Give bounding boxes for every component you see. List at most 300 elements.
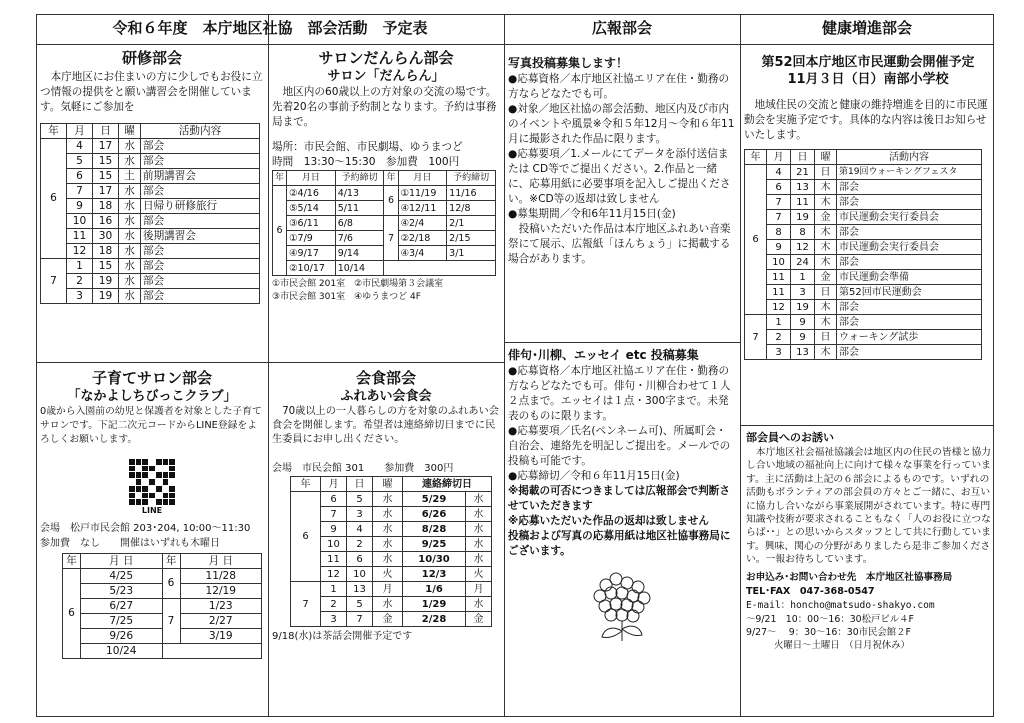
table-row	[745, 225, 982, 240]
koho-photo-title: 写真投稿募集します！	[508, 56, 629, 70]
table-cell: 水	[373, 537, 403, 552]
table-cell: ④3/4	[398, 246, 447, 261]
table-row	[41, 214, 260, 229]
koho-title: 広報部会	[591, 19, 652, 37]
table-cell: 部会	[837, 315, 982, 330]
table-cell: 2/28	[403, 612, 466, 627]
kenko-event-date: 11月３日（日）南部小学校	[787, 72, 949, 87]
table-cell: 15	[93, 169, 119, 184]
col-header: 月	[67, 124, 93, 139]
salon-title: サロンだんらん部会	[318, 49, 454, 67]
table-cell: 4	[347, 522, 373, 537]
table-row	[41, 184, 260, 199]
table-cell: ウォーキング試歩	[837, 330, 982, 345]
table-cell: 12/19	[180, 584, 262, 599]
table-cell: 12	[321, 567, 347, 582]
table-cell: 11	[791, 195, 815, 210]
contact-title: お申込み･お問い合わせ先 本庁地区社協事務局	[746, 571, 953, 583]
kenko-text: 地域住民の交流と健康の維持増進を目的に市民運動会を実施予定です。具体的な内容は後日お知らせいたします。	[744, 99, 988, 141]
table-row	[745, 300, 982, 315]
table-row	[291, 492, 492, 507]
table-cell: 木	[815, 345, 837, 360]
table-cell: 4/25	[81, 569, 163, 584]
table-cell: 7	[347, 612, 373, 627]
table-cell: 3	[347, 507, 373, 522]
table-cell: 1/29	[403, 597, 466, 612]
kenshu-section	[40, 48, 264, 360]
table-cell: 21	[791, 165, 815, 180]
table-cell: 後期講習会	[141, 229, 260, 244]
divider	[740, 44, 994, 45]
table-cell: 7	[321, 507, 347, 522]
table-row	[41, 229, 260, 244]
table-cell: 9/26	[81, 629, 163, 644]
table-cell: 7	[767, 210, 791, 225]
table-cell: 日帰り研修旅行	[141, 199, 260, 214]
table-cell: 水	[119, 229, 141, 244]
table-cell: 月	[373, 582, 403, 597]
table-row	[41, 274, 260, 289]
table-cell: 10/24	[81, 644, 163, 659]
table-cell: 金	[815, 210, 837, 225]
table-cell: 7	[291, 582, 321, 627]
table-cell: ①7/9	[287, 231, 336, 246]
koho-haiku-section	[508, 346, 736, 716]
bosyu-section	[746, 430, 992, 716]
table-cell: 部会	[141, 259, 260, 274]
table-cell: 8	[791, 225, 815, 240]
table-cell: 6	[41, 139, 67, 259]
table-cell: 6	[745, 165, 767, 315]
koho-photo-line: ●募集期間／令和6年11月15日(金)	[508, 208, 676, 220]
table-cell: 部会	[837, 255, 982, 270]
koho-photo-line: ●対象／地区社協の部会活動、地区内及び市内のイベントや風景※令和５年12月～令和６年11月に撮影された作品に限ります。	[508, 103, 735, 145]
table-cell: 13	[791, 180, 815, 195]
table-row	[41, 199, 260, 214]
table-cell: 10/30	[403, 552, 466, 567]
table-cell: 部会	[141, 184, 260, 199]
koho-photo-line: ●応募要項／1.メールにてデータを添付送信または CD等でご提出ください。2.作品と一緒に、応募用紙に必要事項を記入しご提出ください。※CD等の返却は致しません	[508, 148, 731, 205]
table-cell: 10	[67, 214, 93, 229]
table-cell: 1	[767, 315, 791, 330]
table-cell: 3	[767, 345, 791, 360]
table-row	[291, 552, 492, 567]
table-cell: 部会	[837, 345, 982, 360]
col-header: 月	[321, 477, 347, 492]
col-header: 年	[291, 477, 321, 492]
table-cell: 6	[291, 492, 321, 582]
kosodate-section	[40, 368, 264, 714]
table-row	[291, 537, 492, 552]
table-cell: 1	[67, 259, 93, 274]
col-header: 年	[384, 171, 398, 186]
col-header: 連絡締切日	[403, 477, 492, 492]
table-cell: 4/13	[335, 186, 384, 201]
table-cell: 部会	[141, 154, 260, 169]
divider	[36, 362, 504, 363]
table-row	[63, 569, 262, 584]
table-cell: 12	[767, 300, 791, 315]
table-cell: 19	[93, 289, 119, 304]
table-row	[745, 165, 982, 180]
col-header: 曜	[815, 150, 837, 165]
table-cell: 日	[815, 285, 837, 300]
table-cell: 部会	[141, 139, 260, 154]
table-cell: 金	[373, 612, 403, 627]
table-cell: 11/16	[447, 186, 496, 201]
table-cell: 6/26	[403, 507, 466, 522]
salon-time: 時間 13:30～15:30 参加費 100円	[272, 156, 460, 168]
table-cell: 7	[384, 216, 398, 261]
table-row	[41, 154, 260, 169]
table-cell: 7	[162, 599, 180, 644]
table-row	[273, 261, 496, 276]
koho-haiku-line: ●応募締切／令和６年11月15日(金)	[508, 470, 680, 482]
table-row	[745, 270, 982, 285]
table-cell: 7	[67, 184, 93, 199]
page-title: 令和６年度 本庁地区社協 部会活動 予定表	[112, 19, 428, 37]
kosodate-place: 会場 松戸市民会館 203･204, 10:00～11:30	[40, 523, 251, 534]
kaishoku-section	[272, 368, 500, 714]
table-cell: 部会	[141, 274, 260, 289]
table-cell: 5	[67, 154, 93, 169]
table-cell: 13	[791, 345, 815, 360]
koho-header	[504, 18, 740, 42]
table-cell: 6	[347, 552, 373, 567]
salon-text: 地区内の60歳以上の方対象の交流の場です。先着20名の事前予約制となります。予約は事務局まで。	[272, 86, 497, 128]
salon-place: 場所：市民会館、市民劇場、ゆうまつど	[272, 141, 463, 153]
divider	[740, 14, 741, 717]
table-cell: 5	[347, 597, 373, 612]
koho-haiku-line: ●応募要項／氏名(ペンネーム可)、所属町会・自治会、連絡先を明記しご提出を。メールでの投稿も可能です。	[508, 425, 731, 467]
table-cell: 水	[119, 259, 141, 274]
table-cell: 11	[67, 229, 93, 244]
divider	[504, 14, 505, 717]
table-cell: 3/1	[447, 246, 496, 261]
table-cell: 部会	[141, 214, 260, 229]
table-cell: 2	[67, 274, 93, 289]
table-cell: 17	[93, 184, 119, 199]
kenshu-title: 研修部会	[121, 49, 182, 67]
table-cell: 水	[466, 507, 492, 522]
table-cell: 1	[321, 582, 347, 597]
col-header: 日	[791, 150, 815, 165]
koho-haiku-note: 投稿および写真の応募用紙は地区社協事務局にございます。	[508, 530, 731, 557]
kaishoku-table	[290, 476, 492, 627]
table-cell: 9/14	[335, 246, 384, 261]
qr-icon	[129, 459, 175, 505]
contact-hours: 火曜日～土曜日 （日月祝休み）	[774, 639, 910, 651]
table-cell: ⑤5/14	[287, 201, 336, 216]
table-cell: 水	[119, 244, 141, 259]
table-cell: 2	[767, 330, 791, 345]
kenshu-table	[40, 123, 260, 304]
contact-email[interactable]: E-mail：honcho@matsudo-shakyo.com	[746, 599, 935, 611]
col-header: 活動内容	[837, 150, 982, 165]
table-row	[291, 582, 492, 597]
table-cell: 11/28	[180, 569, 262, 584]
kosodate-title: 子育てサロン部会	[91, 369, 212, 387]
table-cell: 水	[119, 184, 141, 199]
table-cell: 3	[321, 612, 347, 627]
table-cell: 5/29	[403, 492, 466, 507]
table-cell: 1/6	[403, 582, 466, 597]
table-cell: 10/14	[335, 261, 384, 276]
table-cell: 4	[767, 165, 791, 180]
table-cell: 7	[767, 195, 791, 210]
divider	[268, 14, 269, 717]
table-row	[745, 240, 982, 255]
kenko-header	[740, 18, 994, 42]
table-cell: 7	[745, 315, 767, 360]
kosodate-fee: 参加費 なし 開催はいずれも木曜日	[40, 538, 220, 549]
table-cell: 6/8	[335, 216, 384, 231]
table-cell: 部会	[837, 225, 982, 240]
table-cell: 2/27	[180, 614, 262, 629]
table-cell: 土	[119, 169, 141, 184]
table-cell: 19	[791, 210, 815, 225]
table-cell: 木	[815, 225, 837, 240]
table-cell: 日	[815, 330, 837, 345]
table-cell: 水	[466, 522, 492, 537]
table-cell: 6	[767, 180, 791, 195]
table-cell: 11	[321, 552, 347, 567]
table-cell: 9/25	[403, 537, 466, 552]
table-cell: 12	[67, 244, 93, 259]
table-cell: 水	[373, 552, 403, 567]
table-cell: 前期講習会	[141, 169, 260, 184]
table-cell: 2	[347, 537, 373, 552]
table-cell: 7/25	[81, 614, 163, 629]
table-cell: 水	[466, 597, 492, 612]
line-qr-code[interactable]	[122, 459, 182, 515]
table-cell: 17	[93, 139, 119, 154]
table-cell: 6	[384, 186, 398, 216]
table-cell: 水	[373, 492, 403, 507]
table-cell: 水	[119, 199, 141, 214]
table-cell: ③6/11	[287, 216, 336, 231]
table-cell: 3	[67, 289, 93, 304]
bosyu-title: 部会員へのお誘い	[746, 431, 834, 444]
table-cell: 金	[466, 612, 492, 627]
qr-label: LINE	[141, 506, 163, 515]
table-row	[63, 599, 262, 614]
table-cell: 7	[41, 259, 67, 304]
col-header: 月 日	[81, 554, 163, 569]
table-cell: 金	[815, 270, 837, 285]
salon-subtitle: サロン「だんらん」	[327, 69, 445, 84]
table-cell: 水	[373, 507, 403, 522]
koho-haiku-note: ※応募いただいた作品の返却は致しません	[508, 515, 709, 527]
table-cell: 水	[119, 274, 141, 289]
col-header: 月日	[287, 171, 336, 186]
table-cell: 9	[791, 330, 815, 345]
table-row	[745, 345, 982, 360]
table-cell: 6	[273, 186, 287, 276]
table-cell: 部会	[837, 195, 982, 210]
table-cell: 1	[791, 270, 815, 285]
table-cell: 1/23	[180, 599, 262, 614]
col-header: 予約締切	[447, 171, 496, 186]
kaishoku-text: 70歳以上の一人暮らしの方を対象のふれあい会食会を開催します。希望者は連絡締切日までに民生委員にお申し出ください。	[272, 406, 499, 445]
table-row	[745, 195, 982, 210]
table-cell: ②4/16	[287, 186, 336, 201]
table-cell: 10	[321, 537, 347, 552]
table-cell: 9	[767, 240, 791, 255]
salon-note: ①市民会館 201室 ②市民劇場第３会議室	[272, 279, 444, 289]
koho-section	[508, 48, 736, 340]
table-cell: 木	[815, 255, 837, 270]
col-header: 活動内容	[141, 124, 260, 139]
table-cell: ④9/17	[287, 246, 336, 261]
table-cell: ④2/4	[398, 216, 447, 231]
table-cell: 部会	[837, 180, 982, 195]
kosodate-subtitle: 「なかよしちびっこクラブ」	[67, 389, 237, 404]
kenko-section	[744, 48, 992, 422]
table-cell: 30	[93, 229, 119, 244]
kaishoku-place: 会場 市民会館 301 参加費 300円	[272, 463, 454, 474]
table-cell: 日	[815, 165, 837, 180]
col-header: 日	[347, 477, 373, 492]
koho-haiku-line: ●応募資格／本庁地区社協エリア在住・勤務の方ならどなたでも可。俳句・川柳合わせて１人２点まで。エッセイは１点・300字まで。未発表のものに限ります。	[508, 365, 731, 422]
table-cell: 市民運動会実行委員会	[837, 240, 982, 255]
table-cell: 水	[119, 289, 141, 304]
col-header: 予約締切	[335, 171, 384, 186]
table-cell: 6	[162, 569, 180, 599]
table-cell: 11	[767, 270, 791, 285]
table-cell: 2	[321, 597, 347, 612]
table-cell: 5	[347, 492, 373, 507]
table-cell: 10	[347, 567, 373, 582]
table-cell: 水	[373, 522, 403, 537]
col-header: 年	[63, 554, 81, 569]
table-row	[291, 612, 492, 627]
kenko-event-title: 第52回本庁地区市民運動会開催予定	[761, 55, 975, 70]
kosodate-text: 0歳から入園前の幼児と保護者を対象とした子育てサロンです。下記二次元コードからLINE登録をよろしくお願いします。	[40, 406, 262, 445]
table-row	[745, 285, 982, 300]
table-cell: 水	[119, 139, 141, 154]
col-header: 曜	[373, 477, 403, 492]
kenshu-text: 本庁地区にお住まいの方に少しでもお役に立つ情報の提供をと願い講習会を開催しています。気軽にご参加を	[40, 71, 263, 113]
table-cell: 火	[373, 567, 403, 582]
koho-haiku-note: ※掲載の可否につきましては広報部会で判断させていただきます	[508, 485, 730, 512]
col-header: 年	[273, 171, 287, 186]
table-cell: 24	[791, 255, 815, 270]
table-row	[745, 255, 982, 270]
table-cell: 6	[67, 169, 93, 184]
table-cell: 3	[791, 285, 815, 300]
table-cell: 水	[119, 214, 141, 229]
table-cell: 6	[63, 569, 81, 659]
table-cell: 月	[466, 582, 492, 597]
table-row	[273, 216, 496, 231]
table-cell: 水	[466, 537, 492, 552]
col-header: 年	[162, 554, 180, 569]
table-cell: 水	[373, 597, 403, 612]
table-row	[41, 289, 260, 304]
table-cell: 木	[815, 195, 837, 210]
table-cell: 木	[815, 315, 837, 330]
table-cell: 2/1	[447, 216, 496, 231]
table-cell: 11	[767, 285, 791, 300]
table-cell: 19	[93, 274, 119, 289]
table-row	[291, 597, 492, 612]
table-row	[291, 522, 492, 537]
table-cell: 水	[466, 552, 492, 567]
kaishoku-subtitle: ふれあい会食会	[340, 389, 432, 404]
divider	[740, 425, 994, 426]
table-cell: 7/6	[335, 231, 384, 246]
col-header: 曜	[119, 124, 141, 139]
table-cell: 8	[767, 225, 791, 240]
table-cell: 18	[93, 244, 119, 259]
table-row	[41, 139, 260, 154]
table-cell: 18	[93, 199, 119, 214]
table-cell: 9	[67, 199, 93, 214]
table-cell: 火	[466, 567, 492, 582]
col-header: 月 日	[180, 554, 262, 569]
table-row	[291, 507, 492, 522]
table-cell: 4	[67, 139, 93, 154]
col-header: 日	[93, 124, 119, 139]
table-row	[41, 259, 260, 274]
contact-hours: 9/27～ 9：30～16：30市民会館２F	[746, 626, 911, 638]
table-cell: ①11/19	[398, 186, 447, 201]
table-cell: 6	[321, 492, 347, 507]
table-cell: 15	[93, 259, 119, 274]
table-cell: ④12/11	[398, 201, 447, 216]
table-row	[63, 644, 262, 659]
table-cell: 5/23	[81, 584, 163, 599]
table-cell: 木	[815, 180, 837, 195]
kaishoku-title: 会食部会	[355, 369, 416, 387]
table-cell: 9	[321, 522, 347, 537]
table-cell: 8/28	[403, 522, 466, 537]
salon-note: ③市民会館 301室 ④ゆうまつど 4F	[272, 292, 421, 302]
divider	[36, 44, 740, 45]
salon-table	[272, 170, 496, 276]
table-cell: 木	[815, 240, 837, 255]
table-cell: 16	[93, 214, 119, 229]
kenko-table	[744, 149, 982, 360]
bosyu-text: 本庁地区社会福祉協議会は地区内の住民の皆様と協力し合い地域の福祉向上に向けて様々な事業を行っています。主に活動は上記の６部会によるものです。いずれの活動もボランティアの部会員の方々とご一緒に、お互いに協力し合いながら事業展開がされています。特に専門知識や技術が要求されることもなく「人のお役に立つならば･･」との思いからスタッフとして共に行動しています。興味、関心の分野がありましたら是非ご参加ください。一報お待ちしています。	[746, 447, 991, 566]
header	[36, 18, 504, 42]
table-cell: 木	[815, 300, 837, 315]
table-row	[745, 330, 982, 345]
table-cell: 13	[347, 582, 373, 597]
col-header: 年	[41, 124, 67, 139]
divider	[504, 342, 740, 343]
table-cell: 15	[93, 154, 119, 169]
koho-haiku-title: 俳句･川柳、エッセイ etc 投稿募集	[508, 348, 699, 362]
table-row	[273, 186, 496, 201]
table-row	[745, 180, 982, 195]
table-cell: 5/11	[335, 201, 384, 216]
col-header: 月日	[398, 171, 447, 186]
table-cell: 第19回ウォーキングフェスタ	[837, 165, 982, 180]
table-cell: 10	[767, 255, 791, 270]
table-cell: 部会	[837, 300, 982, 315]
salon-section	[272, 48, 500, 360]
table-row	[745, 315, 982, 330]
kosodate-table	[62, 553, 262, 659]
table-cell: 12/3	[403, 567, 466, 582]
kaishoku-note: 9/18(水)は茶話会開催予定です	[272, 631, 413, 642]
table-row	[41, 244, 260, 259]
col-header: 月	[767, 150, 791, 165]
contact-hours: ～9/21 10：00～16：30松戸ビル４F	[746, 613, 914, 625]
table-cell: 市民運動会準備	[837, 270, 982, 285]
